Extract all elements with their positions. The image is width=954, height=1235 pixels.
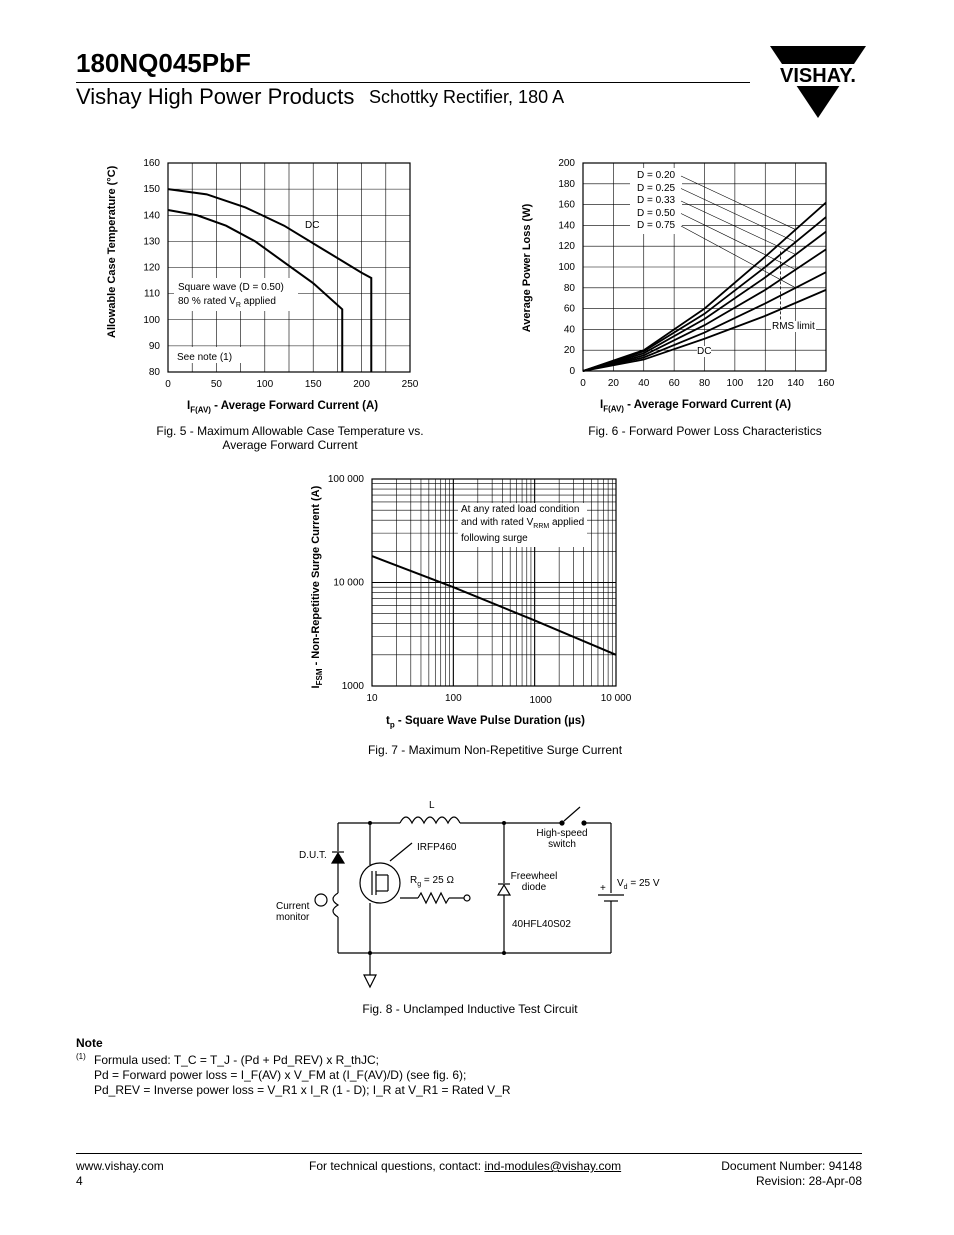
part-number: 180NQ045PbF bbox=[76, 48, 251, 78]
fig6-xtick: 0 bbox=[580, 378, 586, 389]
fig6-xtick: 100 bbox=[726, 378, 744, 389]
fig6-xtick: 160 bbox=[817, 378, 835, 389]
footer-website[interactable]: www.vishay.com bbox=[76, 1159, 164, 1173]
fig7-ytick: 100 000 bbox=[327, 474, 364, 485]
fig8-monitor-label bbox=[276, 901, 309, 923]
fig5-caption-line2: Average Forward Current bbox=[222, 438, 358, 452]
fig5-xtick: 100 bbox=[256, 379, 274, 390]
fig6-ytick: 20 bbox=[563, 345, 575, 357]
footer-contact-prefix: For technical questions, contact: bbox=[309, 1159, 485, 1173]
fig7-xlabel bbox=[386, 715, 585, 729]
fig5-ytick: 120 bbox=[143, 262, 160, 274]
fig6-leader bbox=[681, 189, 796, 243]
fig5-xtick: 0 bbox=[165, 379, 171, 390]
fig6-xtick: 20 bbox=[607, 378, 619, 389]
mosfet-circle bbox=[360, 863, 400, 903]
fig6-xtick: 140 bbox=[787, 378, 804, 389]
fig5-ylabel: Allowable Case Temperature (°C) bbox=[106, 165, 118, 338]
fig7-ylabel-main: I bbox=[309, 685, 322, 689]
fig8-monitor-1: Current bbox=[276, 901, 310, 912]
fig6-xtick: 40 bbox=[638, 378, 650, 389]
fig7-caption: Fig. 7 - Maximum Non-Repetitive Surge Current bbox=[367, 743, 623, 757]
fig6-ytick: 40 bbox=[563, 324, 575, 336]
fig8-plus: + bbox=[600, 883, 606, 894]
fig6-leader bbox=[681, 214, 796, 270]
fig6-duty-label: D = 0.50 bbox=[637, 207, 676, 219]
fig6-ylabel: Average Power Loss (W) bbox=[521, 203, 533, 333]
fig7-annotation bbox=[458, 503, 587, 547]
fig6-ytick: 180 bbox=[558, 178, 575, 190]
fig7-ytick: 10 000 bbox=[333, 577, 364, 589]
footer-revision: Revision: 28-Apr-08 bbox=[755, 1174, 862, 1188]
fig8-inductor-label: L bbox=[429, 800, 435, 811]
note-line-1 bbox=[94, 1053, 379, 1067]
fig6-duty-label: D = 0.75 bbox=[637, 220, 676, 231]
fig5-caption bbox=[140, 424, 440, 452]
footer-doc-number: Document Number: 94148 bbox=[721, 1159, 862, 1173]
fig5-note-label: See note (1) bbox=[177, 352, 233, 363]
fig8-freewheel-2: diode bbox=[521, 882, 547, 893]
fig7-xtick: 10 bbox=[366, 693, 378, 704]
fig6-ytick: 140 bbox=[558, 220, 575, 232]
fig5-square-label-2a: 80 % rated V bbox=[178, 296, 236, 307]
current-monitor-coil-1 bbox=[315, 894, 327, 906]
fig7-annot-2sub: RRM bbox=[533, 522, 550, 530]
fig6-ytick: 0 bbox=[569, 366, 575, 377]
ground-symbol bbox=[364, 975, 376, 987]
fig8-switch-1: High-speed bbox=[536, 828, 588, 839]
fig7-xlabel-rest: - Square Wave Pulse Duration (µs) bbox=[394, 715, 585, 727]
fig5-ytick: 160 bbox=[143, 158, 160, 169]
mosfet-pointer bbox=[390, 843, 412, 861]
junction-3 bbox=[368, 951, 372, 955]
fig8-switch-2: switch bbox=[548, 839, 576, 850]
note-marker: (1) bbox=[76, 1052, 86, 1061]
fig7-xlabel-main: t bbox=[386, 715, 390, 727]
switch-blade bbox=[564, 807, 580, 821]
fig8-freewheel-label bbox=[508, 871, 560, 893]
brand-line: Vishay High Power Products bbox=[76, 84, 355, 109]
footer-contact bbox=[309, 1159, 621, 1173]
fig6-xlabel bbox=[600, 399, 791, 413]
fig8-vd-a: V bbox=[617, 878, 624, 889]
fig6-ytick: 80 bbox=[563, 282, 575, 294]
fig5-square-label-2sub: R bbox=[235, 302, 241, 309]
fig6-xlabel-rest: - Average Forward Current (A) bbox=[623, 399, 792, 411]
fig7-ytick: 1000 bbox=[341, 681, 364, 692]
fig7-annot-2 bbox=[461, 517, 584, 534]
fig6-rms-label: RMS limit bbox=[772, 321, 815, 332]
fig8-caption: Fig. 8 - Unclamped Inductive Test Circuit bbox=[362, 1002, 578, 1016]
fig8-rg-b: = 25 Ω bbox=[421, 875, 454, 886]
fig5-ytick: 90 bbox=[148, 340, 160, 352]
fig5-xtick: 150 bbox=[304, 379, 322, 390]
fig5-xtick: 50 bbox=[210, 379, 222, 390]
gate-resistor bbox=[418, 893, 449, 903]
fig6-xtick: 60 bbox=[668, 378, 680, 389]
fig6-ytick: 200 bbox=[558, 158, 575, 169]
junction-2 bbox=[502, 821, 506, 825]
inductor bbox=[400, 817, 460, 823]
fig6-ytick: 60 bbox=[563, 303, 575, 315]
fig6-xtick: 120 bbox=[756, 378, 774, 389]
fig7-xtick: 10 000 bbox=[600, 693, 632, 704]
fig8-circuit bbox=[270, 795, 670, 995]
fig8-rg-a: R bbox=[410, 875, 418, 886]
junction-1 bbox=[368, 821, 372, 825]
fig8-switch-label bbox=[534, 828, 590, 850]
fig8-diode-part: 40HFL40S02 bbox=[512, 919, 571, 930]
fig5-ytick: 130 bbox=[143, 236, 160, 248]
switch-contact-2 bbox=[582, 821, 586, 825]
junction-4 bbox=[502, 951, 506, 955]
fig6-xlabel-sub: F(AV) bbox=[603, 404, 624, 414]
fig8-vd-b: = 25 V bbox=[627, 878, 660, 889]
current-monitor-coil-2 bbox=[333, 893, 338, 917]
fig8-freewheel-1: Freewheel bbox=[510, 871, 558, 882]
fig7-ylabel bbox=[310, 442, 324, 732]
fig6-duty-label: D = 0.33 bbox=[637, 195, 676, 206]
fig5-ytick: 80 bbox=[148, 367, 160, 378]
fig5-ytick: 100 bbox=[143, 314, 160, 326]
fig7-xtick: 1000 bbox=[529, 695, 552, 706]
fig7-annot-2a: and with rated V bbox=[461, 516, 534, 528]
logo-text: VISHAY. bbox=[780, 65, 856, 87]
fig6-duty-label: D = 0.20 bbox=[637, 170, 676, 181]
fig5-ytick: 150 bbox=[143, 184, 160, 196]
fig6-xlabel-main: I bbox=[600, 399, 604, 411]
fig5-ytick: 140 bbox=[143, 210, 160, 222]
fig7-ylabel-sub: FSM bbox=[315, 668, 325, 686]
fig8-vd-sub: d bbox=[623, 884, 628, 891]
fig6-duty-label: D = 0.25 bbox=[637, 182, 676, 194]
fig7-ylabel-rest: - Non-Repetitive Surge Current (A) bbox=[309, 485, 322, 669]
fig6-ytick: 100 bbox=[558, 262, 575, 273]
gate-terminal bbox=[464, 895, 470, 901]
fig5-square-label-1: Square wave (D = 0.50) bbox=[178, 282, 284, 293]
fig8-dut-label: D.U.T. bbox=[299, 850, 327, 861]
note-line2-text: Pd = Forward power loss = I_F(AV) x V_FM at (I_F(AV)/D) (see fig. 6); bbox=[94, 1068, 467, 1082]
note-line3-text: Pd_REV = Inverse power loss = V_R1 x I_R (1 - D); I_R at V_R1 = Rated V_R bbox=[94, 1083, 511, 1097]
note-heading: Note bbox=[76, 1036, 103, 1050]
fig5-xlabel-sub: F(AV) bbox=[190, 405, 211, 415]
fig5-caption-line1: Fig. 5 - Maximum Allowable Case Temperature vs. bbox=[156, 424, 424, 438]
fig5-xtick: 200 bbox=[353, 379, 370, 390]
fig5-xtick: 250 bbox=[401, 379, 419, 390]
fig7-annot-3: following surge bbox=[461, 533, 528, 544]
fig5-xlabel-main: I bbox=[187, 400, 191, 412]
fig5-dc-label: DC bbox=[305, 220, 320, 231]
fig8-rg-label bbox=[410, 875, 454, 888]
fig5-square-label-2 bbox=[178, 296, 276, 309]
fig8-rg-sub: g bbox=[417, 881, 422, 888]
note-line1-text: Formula used: T_C = T_J - (Pd + Pd_REV) x R_thJC; bbox=[94, 1053, 379, 1067]
fig5-square-label-2b: applied bbox=[240, 296, 276, 307]
fig5-xlabel bbox=[187, 400, 378, 414]
fig5-ytick: 110 bbox=[144, 288, 160, 300]
fig7-xtick: 100 bbox=[444, 693, 462, 704]
footer-rule bbox=[76, 1153, 862, 1154]
fig6-xtick: 80 bbox=[698, 378, 711, 389]
note-line-3 bbox=[94, 1083, 511, 1097]
fig8-vd-label bbox=[617, 878, 660, 891]
footer-page-number: 4 bbox=[76, 1174, 83, 1188]
fig5-xlabel-rest: - Average Forward Current (A) bbox=[210, 400, 379, 412]
fig6-caption: Fig. 6 - Forward Power Loss Characteristics bbox=[588, 424, 822, 438]
switch-contact-1 bbox=[560, 821, 564, 825]
fig8-monitor-2: monitor bbox=[276, 912, 310, 923]
footer-contact-email[interactable]: ind-modules@vishay.com bbox=[484, 1159, 622, 1173]
note-line-2 bbox=[94, 1068, 466, 1082]
fig8-mosfet-label: IRFP460 bbox=[417, 842, 457, 853]
fig7-annot-1: At any rated load condition bbox=[461, 504, 580, 515]
fig6-dc-label: DC bbox=[697, 346, 712, 357]
fig7-xlabel-sub: p bbox=[389, 720, 395, 730]
fig6-ytick: 120 bbox=[558, 241, 575, 253]
fig6-ytick: 160 bbox=[558, 199, 575, 211]
fig7-annot-2b: applied bbox=[549, 516, 585, 528]
dut-diode-body bbox=[332, 853, 344, 863]
page-subtitle: Schottky Rectifier, 180 A bbox=[369, 87, 565, 107]
